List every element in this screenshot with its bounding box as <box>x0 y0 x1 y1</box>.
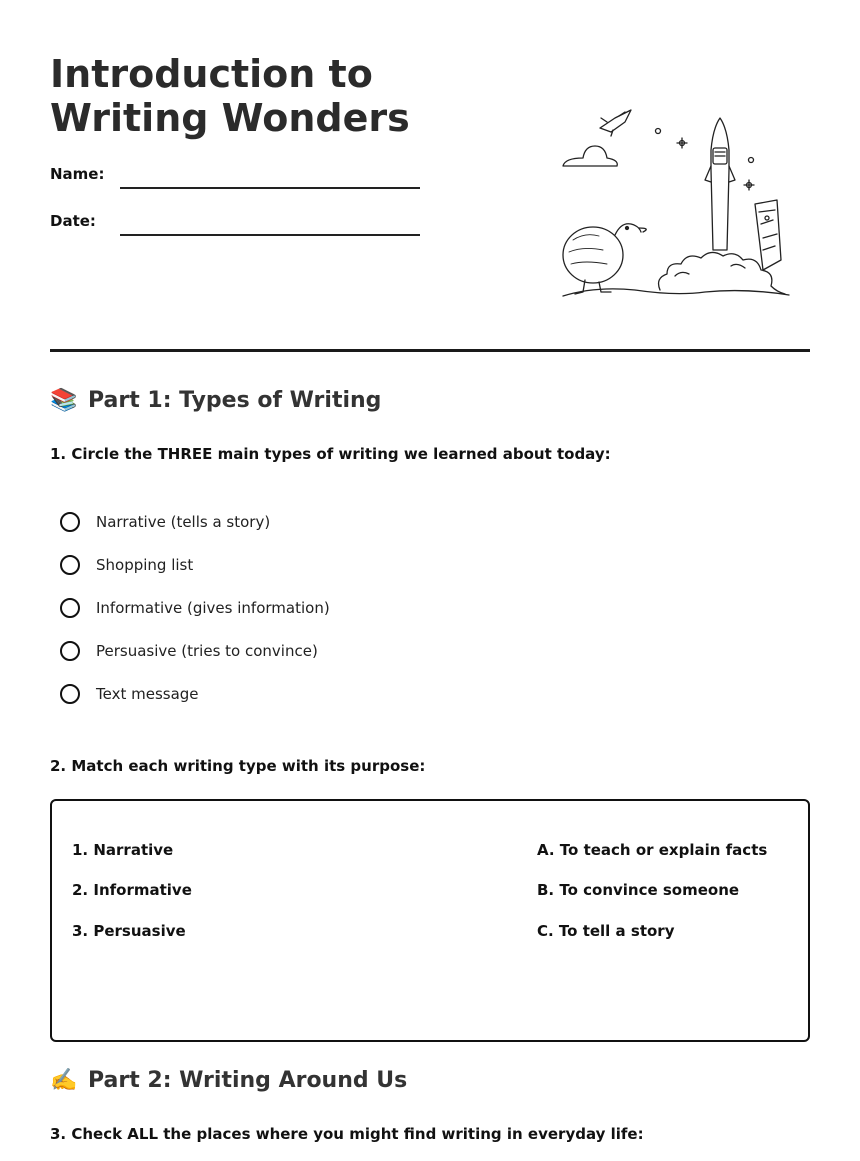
option-shopping-list[interactable] <box>60 552 193 578</box>
radio-circle[interactable] <box>60 641 80 661</box>
match-left-item[interactable]: 1. Narrative <box>72 841 174 859</box>
radio-circle[interactable] <box>60 598 80 618</box>
option-label: Text message <box>96 685 199 703</box>
option-narrative[interactable] <box>60 509 270 535</box>
option-label: Narrative (tells a story) <box>96 513 271 531</box>
date-label: Date: <box>50 212 96 230</box>
option-label: Shopping list <box>96 556 194 574</box>
match-right-item[interactable]: B. To convince someone <box>537 881 740 899</box>
match-left-item[interactable]: 2. Informative <box>72 881 192 899</box>
match-right-item[interactable]: A. To teach or explain facts <box>537 841 768 859</box>
part1-title: Part 1: Types of Writing <box>88 388 382 413</box>
option-persuasive[interactable] <box>60 638 318 664</box>
date-field[interactable] <box>120 234 420 236</box>
part1-heading <box>50 388 381 413</box>
radio-circle[interactable] <box>60 512 80 532</box>
match-left-item[interactable]: 3. Persuasive <box>72 922 186 940</box>
option-label: Informative (gives information) <box>96 599 330 617</box>
part2-title: Part 2: Writing Around Us <box>88 1068 408 1093</box>
part2-heading <box>50 1068 407 1093</box>
option-label: Persuasive (tries to convince) <box>96 642 318 660</box>
rocket-kiwi-illustration <box>555 100 795 300</box>
option-informative[interactable] <box>60 595 330 621</box>
section-divider <box>50 349 810 352</box>
radio-circle[interactable] <box>60 684 80 704</box>
question-1: 1. Circle the THREE main types of writing we learned about today: <box>50 445 611 463</box>
page-title: Introduction to Writing Wonders <box>50 52 410 140</box>
writing-hand-icon: ✍️ <box>50 1068 78 1093</box>
option-text-message[interactable] <box>60 681 199 707</box>
question-3: 3. Check ALL the places where you might find writing in everyday life: <box>50 1125 644 1143</box>
matching-box <box>50 799 810 1042</box>
name-label: Name: <box>50 165 105 183</box>
match-right-item[interactable]: C. To tell a story <box>537 922 675 940</box>
question-2: 2. Match each writing type with its purpose: <box>50 757 426 775</box>
name-field[interactable] <box>120 187 420 189</box>
radio-circle[interactable] <box>60 555 80 575</box>
books-icon: 📚 <box>50 388 78 413</box>
